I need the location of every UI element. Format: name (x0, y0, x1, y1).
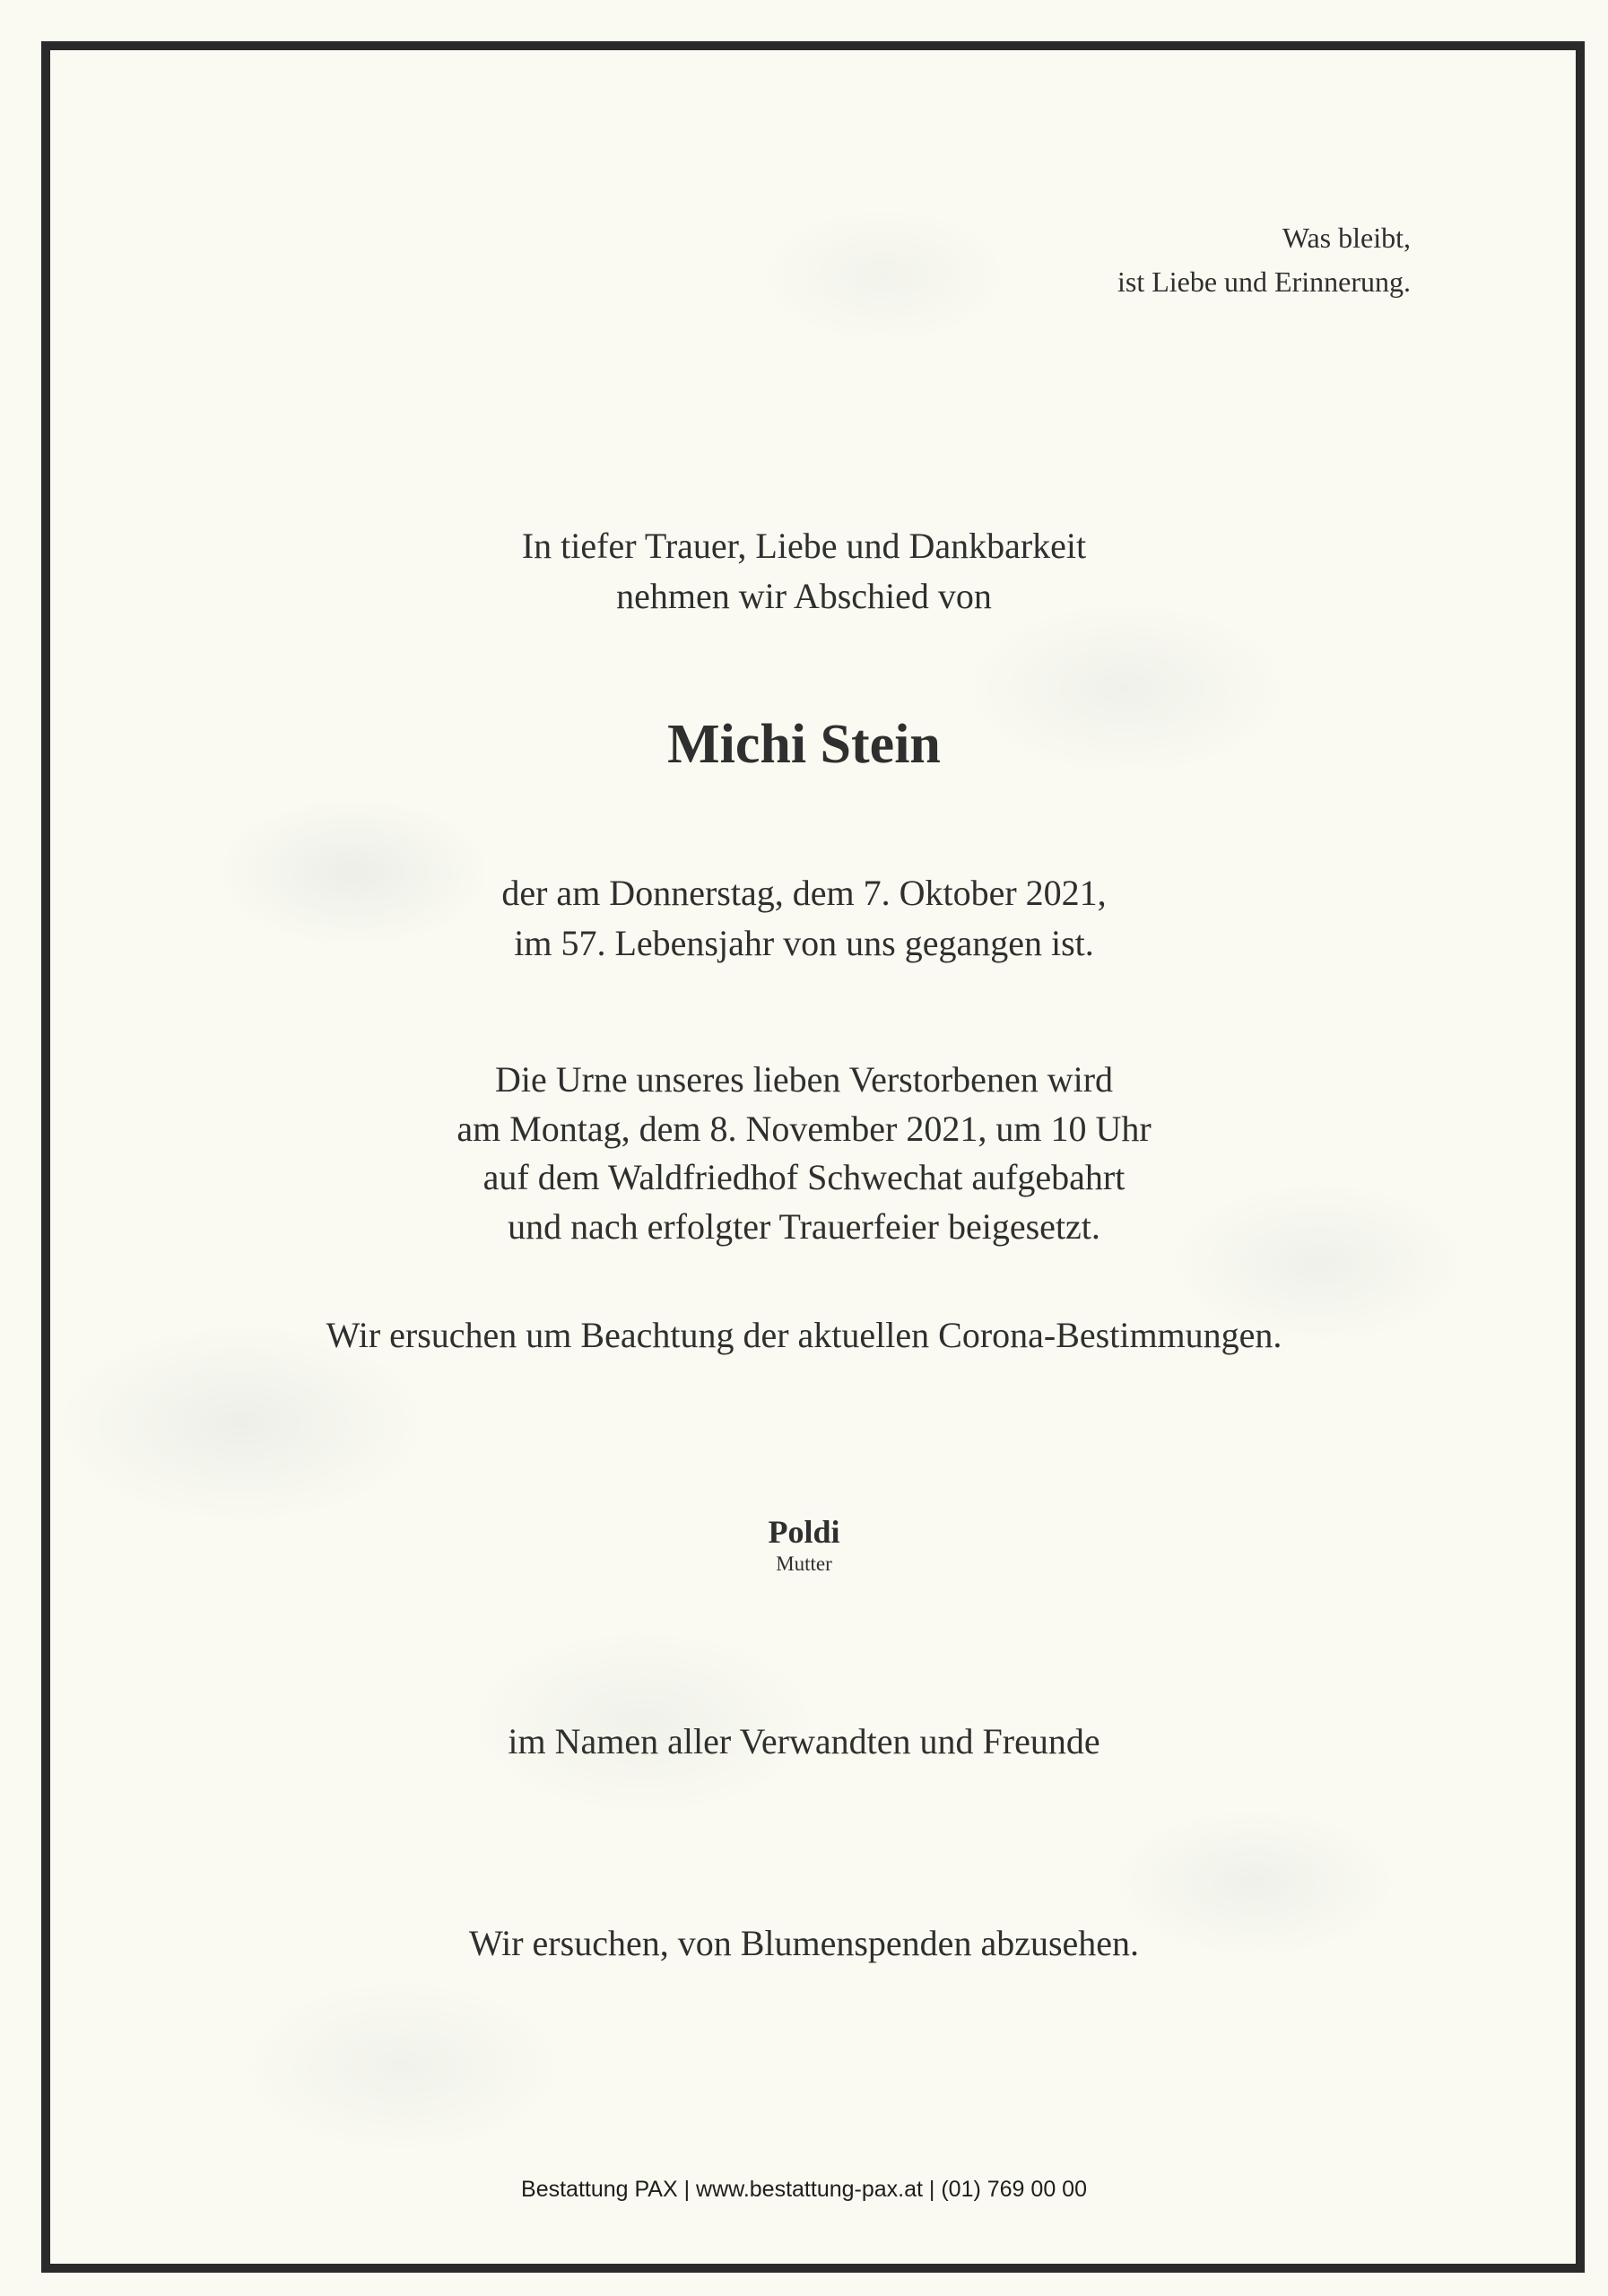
intro-line: nehmen wir Abschied von (616, 576, 992, 616)
corona-note: Wir ersuchen um Beachtung der aktuellen Corona-Bestimmungen. (326, 1315, 1282, 1355)
funeral-line: am Montag, dem 8. November 2021, um 10 Uhr (456, 1108, 1152, 1149)
intro-line: In tiefer Trauer, Liebe und Dankbarkeit (521, 526, 1087, 566)
mourner-relation: Mutter (776, 1552, 832, 1575)
epigraph-quote (1117, 216, 1411, 304)
deceased-name: Michi Stein (667, 714, 941, 775)
funeral-home-footer: Bestattung PAX | www.bestattung-pax.at | (01) 769 00 00 (521, 2177, 1087, 2202)
death-details (0, 868, 1608, 969)
funeral-details (0, 1056, 1608, 1251)
death-line: der am Donnerstag, dem 7. Oktober 2021, (501, 873, 1107, 913)
mourner-name: Poldi (768, 1514, 840, 1550)
epigraph-line: ist Liebe und Erinnerung. (1117, 265, 1411, 298)
family-line: im Namen aller Verwandten und Freunde (508, 1721, 1100, 1761)
funeral-line: und nach erfolgter Trauerfeier beigesetzt. (508, 1205, 1100, 1247)
intro-text (0, 521, 1608, 622)
death-line: im 57. Lebensjahr von uns gegangen ist. (514, 923, 1094, 963)
funeral-line: Die Urne unseres lieben Verstorbenen wird (494, 1059, 1114, 1100)
funeral-line: auf dem Waldfriedhof Schwechat aufgebahrt (482, 1157, 1126, 1197)
epigraph-line: Was bleibt, (1282, 222, 1411, 254)
flowers-note: Wir ersuchen, von Blumenspenden abzusehen. (468, 1923, 1140, 1963)
